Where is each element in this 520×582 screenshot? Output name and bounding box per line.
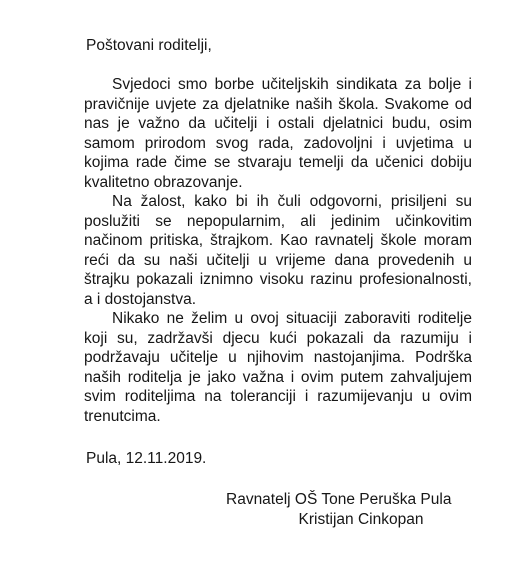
paragraph-1: Svjedoci smo borbe učiteljskih sindikata za bolje i pravičnije uvjete za djelatnike naših škola. Svakome od nas je važno da učitelji i ostali djelatnici budu, osim samom prirodom svog rada, zadovoljni i uvjetima u kojima rade čime se stvaraju temelji da učenici dobiju kvalitetno obrazovanje. [84, 76, 472, 191]
salutation: Poštovani roditelji, [86, 37, 212, 54]
letter-body [84, 75, 472, 426]
cutoff-header-text [150, 0, 450, 5]
paragraph-2: Na žalost, kako bi ih čuli odgovorni, prisiljeni su poslužiti se nepopularnim, ali jedinim učinkovitim načinom pritiska, štrajkom. Kao ravnatelj škole moram reći da su naši učitelji u vrijeme dana provedenih u štrajku pokazali iznimno visoku razinu profesionalnosti, a i dostojanstva. [84, 193, 472, 308]
paragraph-3: Nikako ne želim u ovoj situaciji zaboraviti roditelje koji su, zadržavši djecu kući pokazali da razumiju i podržavaju učitelje u njihovim nastojanjima. Podrška naših roditelja je jako važna i ovim putem zahvaljujem svim roditeljima na toleranciji i razumijevanju u ovim trenutcima. [84, 310, 472, 425]
signature-block [226, 490, 451, 530]
signature-title: Ravnatelj OŠ Tone Peruška Pula [226, 491, 452, 508]
signature-name: Kristijan Cinkopan [298, 511, 424, 528]
letter-date: Pula, 12.11.2019. [86, 450, 207, 467]
